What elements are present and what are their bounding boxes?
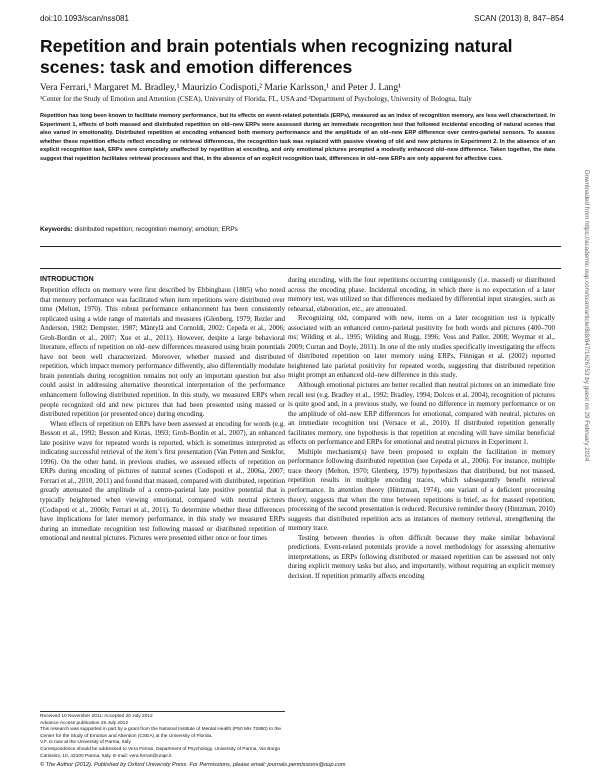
- download-watermark: Downloaded from https://academic.oup.com/scan/article/8/8/847/1626753 by guest on 29 February 2024: [583, 170, 590, 462]
- keywords: [40, 226, 238, 233]
- author-list: Vera Ferrari,¹ Margaret M. Bradley,¹ Maurizio Codispoti,² Marie Karlsson,¹ and Peter J. Lang¹: [40, 82, 401, 93]
- paragraph: during encoding, with the four repetitions occurring contiguously (i.e. massed) or distributed across the encoding phase. Incidental encoding, in which there is no expectation of a later memory test, was utilized so that differences mediated by differential input strategies, such as rehearsal, elaboration, etc., are attenuated.: [288, 276, 555, 313]
- paragraph: Testing between theories is often difficult because they make similar behavioral predictions. Event-related potentials provide a novel methodology for assessing alternative interpretations, as ERPs following distributed or massed repetition can be assessed not only during explicit memory tasks but also, and importantly, without requiring an explicit memory decision. If repetition primarily affects encoding: [288, 533, 555, 580]
- received-dates: Received 10 November 2011; Accepted 20 July 2012: [40, 714, 153, 719]
- left-column: [40, 286, 285, 544]
- footnote: [40, 714, 285, 760]
- keywords-text: distributed repetition; recognition memory; emotion; ERPs: [74, 226, 238, 233]
- advance-access: Advance Access publication 25 July 2012: [40, 720, 128, 726]
- footnote-rule: [40, 711, 285, 712]
- doi-header[interactable]: doi:10.1093/scan/nss081: [40, 14, 129, 23]
- paper-title: Repetition and brain potentials when recognizing natural scenes: task and emotion differences: [40, 36, 513, 77]
- correspondence: Correspondence should be addressed to Vera Ferrari, Department of Psychology, University of Parma, Via Borgo Carissimi, 10, 43100 Parma, Italy. E-mail: vera.ferrari@unipr.it: [40, 746, 281, 759]
- paragraph: Although emotional pictures are better recalled than neutral pictures on an immediate free recall test (e.g. Bradley et al., 1992; Bradley, 1994; Dolcos et al. 2004), recognition of pictures is quite good and, in a previous study, we found no difference in memory performance or on the amplitude of old–new ERP differences for emotional, compared with neutral, pictures on an immediate recognition test (Versace et al., 2010). If distributed repetition generally facilitates memory, one hypothesis is that repetition at encoding will have similar beneficial effects on performance and ERPs for emotional and neutral pictures in Experiment 1.: [288, 381, 555, 447]
- funding-note: This research was supported in part by a grant from the National Institute of Mental Health (P50 MH 72850) to the Center for the Study of Emotion and Attention (CSEA) at the University of Florida.: [40, 727, 282, 739]
- divider-top: [40, 246, 561, 247]
- section-heading-introduction: INTRODUCTION: [40, 276, 94, 283]
- right-column: [288, 276, 555, 582]
- paragraph: Multiple mechanism(s) have been proposed to explain the facilitation in memory performance following distributed repetition (see Cepeda et al., 2006). For instance, multiple trace theory (Melton, 1970; Glenberg, 1979) hypothesizes that distributed, but not massed, repetition results in multiple encoding traces, which subsequently benefit retrieval performance. In attention theory (Hintzman, 1974), one variant of a deficient processing theory, suggests that when the time between repetitions is brief, as for massed repetition, processing of the second presentation is reduced. Recursive reminder theory (Hintzman, 2010) suggests that distributed repetition acts as instances of memory retrieval, strengthening the memory trace.: [288, 447, 555, 533]
- paragraph: When effects of repetition on ERPs have been assessed at encoding for words (e.g. Besson et al., 1992; Besson and Kutas, 1993; Groh-Bordin et al., 2007), an enhanced late positive wave for repeated words is reported, which is sometimes interpreted as indicating successful retrieval of the item’s first presentation (Van Petten and Senkfor, 1996). On the other hand, in previous studies, we assessed effects of repetition on ERPs during encoding of pictures of natural scenes (Codispoti et al., 2006a, 2007; Ferrari et al., 2010, 2011) and found that massed, compared with distributed, repetition greatly attenuated the amplitude of a centro-parietal late positive potential that is typically heightened when viewing emotional, compared with neutral pictures (Codispoti et al., 2006b; Ferrari et al., 2011). To determine whether these differences have implications for later memory performance, in this study we measured ERPs during an immediate recognition test following massed or distributed repetition of emotional and neutral pictures. Pictures were presented either once or four times: [40, 419, 285, 543]
- divider-bottom: [40, 268, 561, 269]
- affiliations: ¹Center for the Study of Emotion and Attention (CSEA), University of Florida, FL, USA and ²Department of Psychology, University of Bologna, Italy: [40, 95, 472, 103]
- keywords-label: Keywords:: [40, 226, 73, 233]
- abstract: Repetition has long been known to facilitate memory performance, but its effects on event-related potentials (ERPs), measured as an index of recognition memory, are less well characterized. In Experiment 1, effects of both massed and distributed repetition on old–new ERPs were assessed during an immediate recognition test that followed incidental encoding of natural scenes that also varied in emotionality. Distributed repetition at encoding enhanced both memory performance and the amplitude of an old–new ERP difference over centro-parietal sensors. To assess whether these repetition effects reflect encoding or retrieval differences, the recognition task was replaced with passive viewing of old and new pictures in Experiment 2. In the absence of an explicit recognition task, ERPs were completely unaffected by repetition at encoding, and only emotional pictures prompted a modestly enhanced old–new difference. Taken together, the data suggest that repetition facilitates retrieval processes and that, in the absence of an explicit recognition task, differences in old–new ERPs are only apparent for affective cues.: [40, 113, 555, 162]
- journal-reference: SCAN (2013) 8, 847–854: [474, 14, 564, 23]
- author-note: V.F. is now at the University of Parma, Italy.: [40, 740, 132, 746]
- paragraph: Recognizing old, compared with new, items on a later recognition test is typically associated with an enhanced centro-parietal positivity for both words and pictures (400–700 ms; Wilding et al., 1995; Wilding and Rugg, 1996; Voss and Paller, 2008; Weymar et al., 2009; Curran and Doyle, 2011). In one of the only studies specifically investigating the effects of distributed repetition on later memory using ERPs, Finnigan et al. (2002) reported heightened late parietal positivity for repeated words, suggesting that distributed repetition might prompt an enhanced old–new difference in this study.: [288, 314, 555, 380]
- copyright-line: © The Author (2012). Published by Oxford University Press. For Permissions, please email: journals.permissions@oup.com: [40, 762, 346, 768]
- paragraph: Repetition effects on memory were first described by Ebbinghaus (1885) who noted that memory performance was facilitated when item repetitions were distributed over time (Melton, 1970). This robust performance enhancement has been consistently replicated using a wide range of materials and measures (Glenberg, 1979; Rezler and Anderson, 1982; Dempster, 1987; Mäntylä and Cornoldi, 2002; Cepeda et al., 2006; Groh-Bordin et al., 2007; Xue et al., 2011). However, despite a large behavioral literature, effects of repetition on old–new differences measured using brain potentials have not been well characterized. Moreover, whether massed and distributed repetition, which impact memory performance differently, also differentially modulate brain potentials during recognition remains not only an important question but also could assist in addressing alternative theoretical interpretation of the performance enhancement following distributed repetition. In this study, we measured ERPs when people recognized old and new pictures that had been presented using massed or distributed repetition (or presented once) during encoding.: [40, 286, 285, 419]
